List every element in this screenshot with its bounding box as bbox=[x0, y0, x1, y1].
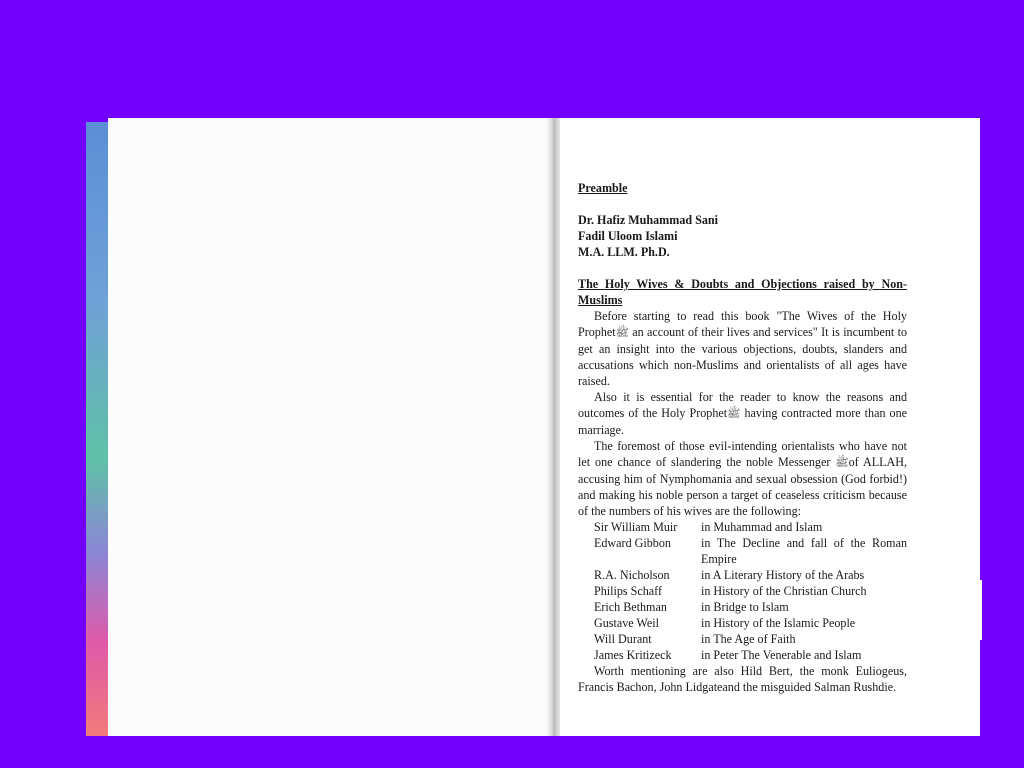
paragraph-1-start: Before starting to read this book "The Wives of the Holy Prophet bbox=[578, 309, 907, 339]
honorific-icon: ﷺ bbox=[727, 408, 741, 420]
paragraph-3 bbox=[578, 438, 907, 519]
preamble-heading: Preamble bbox=[578, 181, 628, 195]
paragraph-2 bbox=[578, 389, 907, 438]
work-cell: in History of the Christian Church bbox=[701, 584, 867, 598]
left-page bbox=[108, 118, 548, 736]
author-cell: R.A. Nicholson bbox=[594, 568, 670, 582]
list-item bbox=[594, 631, 907, 647]
list-item bbox=[594, 599, 907, 615]
paragraph-4: Worth mentioning are also Hild Bert, the monk Euliogeus, Francis Bachon, John Lidgateand the misguided Salman Rushdie. bbox=[578, 664, 907, 694]
work-cell: in Bridge to Islam bbox=[701, 600, 789, 614]
author-cell: Sir William Muir bbox=[594, 520, 678, 534]
work-cell: in A Literary History of the Arabs bbox=[701, 568, 865, 582]
book-gutter bbox=[546, 118, 560, 736]
author-cell: Will Durant bbox=[594, 632, 652, 646]
paragraph-3-end: of ALLAH, accusing him of Nymphomania and sexual obsession (God forbid!) and making his noble person a target of ceaseless criticism because of the numbers of his wives are the following: bbox=[578, 455, 907, 518]
honorific-icon: ﷺ bbox=[835, 457, 849, 469]
author-cell: Gustave Weil bbox=[594, 616, 659, 630]
author-block bbox=[578, 212, 907, 260]
list-item bbox=[594, 647, 907, 663]
honorific-icon: ﷺ bbox=[615, 327, 629, 339]
page-text bbox=[578, 180, 907, 695]
paragraph-1-end: an account of their lives and services" It is incumbent to get an insight into the various objections, doubts, slanders and accusations which non-Muslims and orientalists of all ages have raised. bbox=[578, 325, 907, 388]
work-cell: in The Age of Faith bbox=[701, 632, 796, 646]
paragraph-2-start: Also it is essential for the reader to know the reasons and outcomes of the Holy Prophet bbox=[578, 390, 907, 420]
work-cell: in The Decline and fall of the Roman Empire bbox=[701, 536, 907, 566]
author-degrees: M.A. LLM. Ph.D. bbox=[578, 245, 670, 259]
paragraph-2-end: having contracted more than one marriage. bbox=[578, 406, 907, 437]
author-cell: Philips Schaff bbox=[594, 584, 662, 598]
section-title: The Holy Wives & Doubts and Objections raised by Non-Muslims bbox=[578, 277, 907, 307]
book-edge-strip bbox=[86, 122, 110, 736]
work-cell: in History of the Islamic People bbox=[701, 616, 856, 630]
list-item bbox=[594, 583, 907, 599]
paragraph-1 bbox=[578, 308, 907, 389]
author-cell: James Kritizeck bbox=[594, 648, 672, 662]
author-qualification: Fadil Uloom Islami bbox=[578, 229, 678, 243]
author-cell: Edward Gibbon bbox=[594, 536, 671, 550]
list-item bbox=[594, 567, 907, 583]
paper-edge-fragment bbox=[976, 580, 982, 640]
author-cell: Erich Bethman bbox=[594, 600, 667, 614]
list-item bbox=[594, 615, 907, 631]
author-name: Dr. Hafiz Muhammad Sani bbox=[578, 213, 718, 227]
paragraph-3-start: The foremost of those evil-intending orientalists who have not let one chance of slandering the noble Messenger bbox=[578, 439, 907, 469]
list-item bbox=[594, 535, 907, 567]
orientalist-list bbox=[594, 519, 907, 663]
work-cell: in Peter The Venerable and Islam bbox=[701, 648, 862, 662]
list-item bbox=[594, 519, 907, 535]
work-cell: in Muhammad and Islam bbox=[701, 520, 823, 534]
book-spread bbox=[108, 118, 980, 736]
